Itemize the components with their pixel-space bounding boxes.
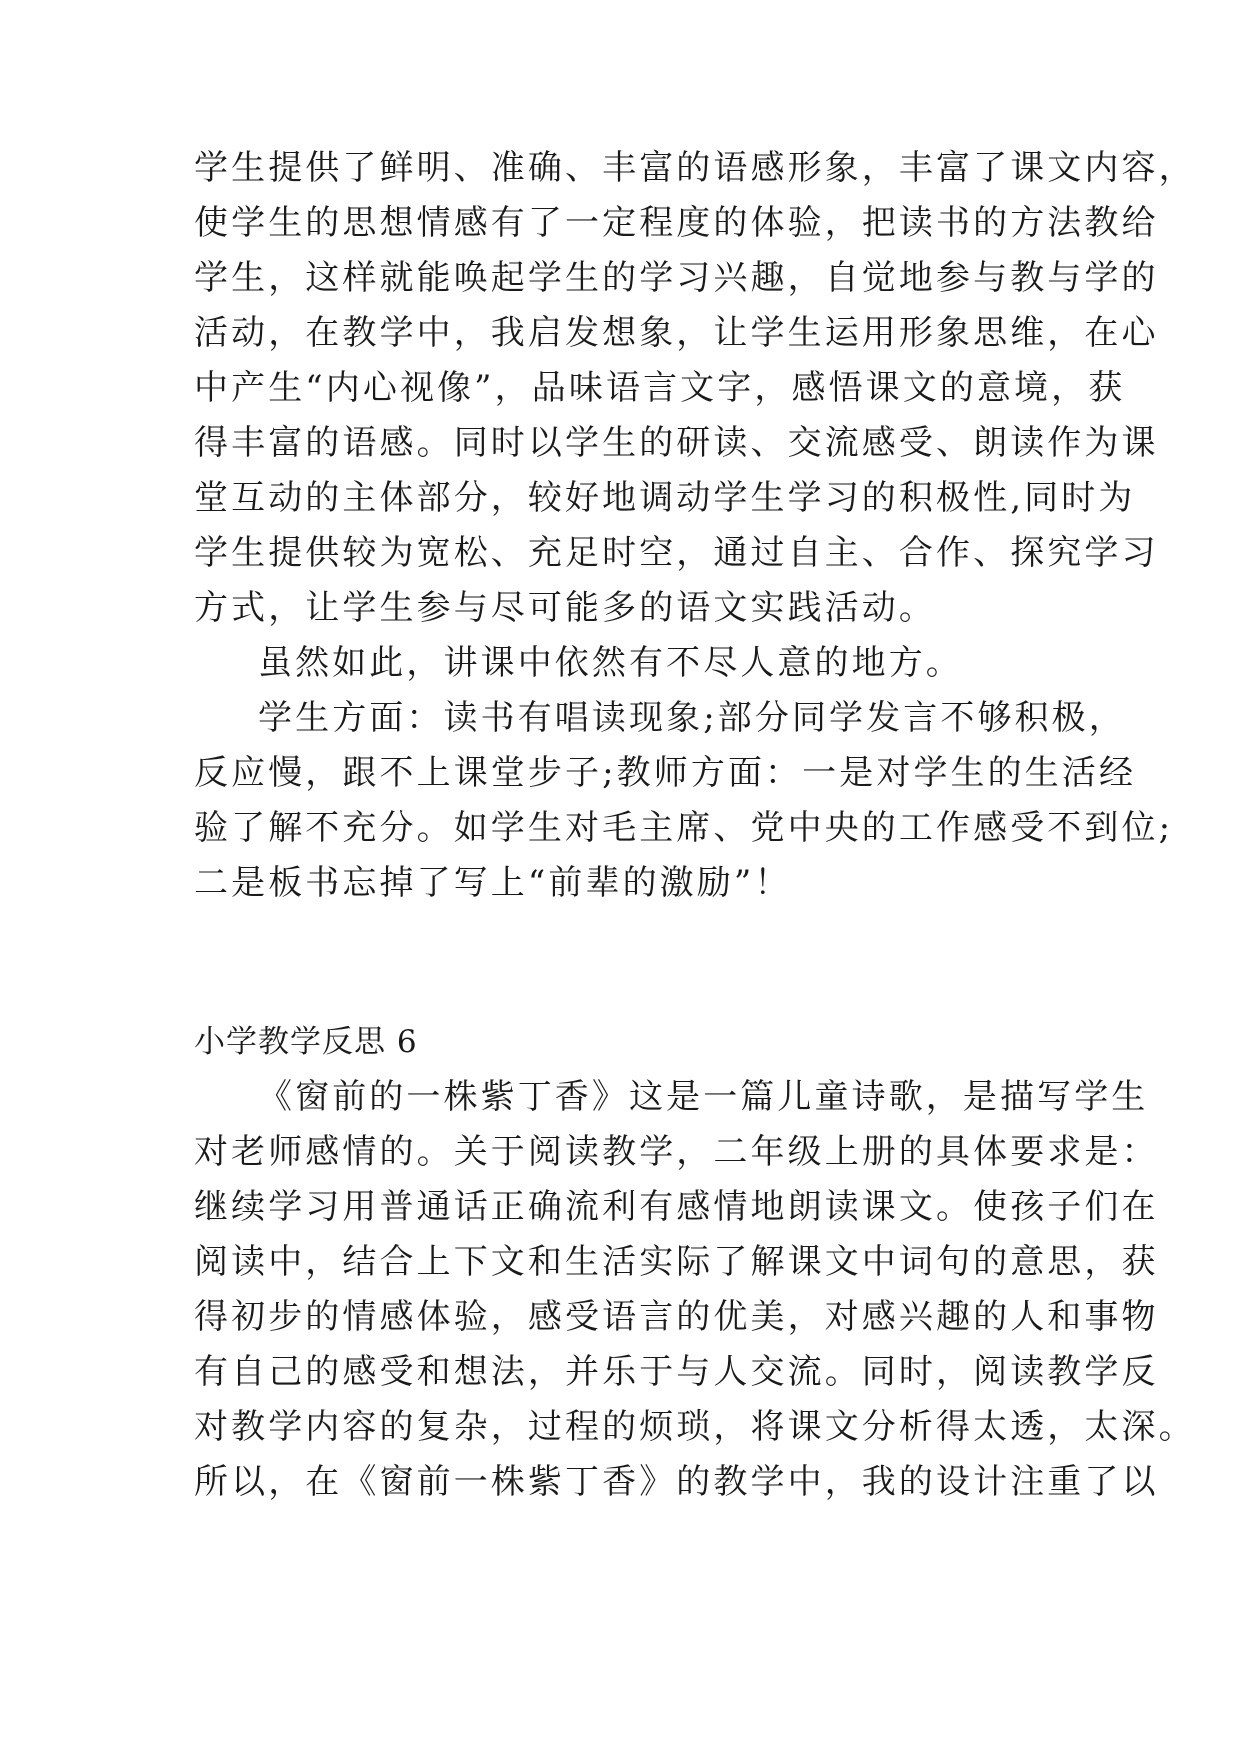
body-text-line: 虽然如此，讲课中依然有不尽人意的地方。 xyxy=(258,643,963,683)
body-text-line: 学生提供了鲜明、准确、丰富的语感形象，丰富了课文内容， xyxy=(194,148,1196,188)
body-text-line: 对教学内容的复杂，过程的烦琐，将课文分析得太透，太深。 xyxy=(194,1407,1196,1447)
body-text-line: 得初步的情感体验，感受语言的优美，对感兴趣的人和事物 xyxy=(194,1297,1159,1337)
body-text-line: 《窗前的一株紫丁香》这是一篇儿童诗歌，是描写学生 xyxy=(258,1077,1149,1117)
body-text-line: 堂互动的主体部分，较好地调动学生学习的积极性,同时为 xyxy=(194,478,1136,518)
body-text-line: 学生提供较为宽松、充足时空，通过自主、合作、探究学习 xyxy=(194,533,1159,573)
body-text-line: 有自己的感受和想法，并乐于与人交流。同时，阅读教学反 xyxy=(194,1352,1159,1392)
body-text-line: 继续学习用普通话正确流利有感情地朗读课文。使孩子们在 xyxy=(194,1187,1159,1227)
body-text-line: 活动，在教学中，我启发想象，让学生运用形象思维，在心 xyxy=(194,313,1159,353)
body-text-line: 对老师感情的。关于阅读教学，二年级上册的具体要求是： xyxy=(194,1132,1159,1172)
body-text-line: 得丰富的语感。同时以学生的研读、交流感受、朗读作为课 xyxy=(194,423,1159,463)
body-text-line: 所以，在《窗前一株紫丁香》的教学中，我的设计注重了以 xyxy=(194,1462,1159,1502)
body-text-line: 使学生的思想情感有了一定程度的体验，把读书的方法教给 xyxy=(194,203,1159,243)
body-text-line: 反应慢，跟不上课堂步子;教师方面：一是对学生的生活经 xyxy=(194,753,1137,793)
body-text-line: 学生方面：读书有唱读现象;部分同学发言不够积极， xyxy=(258,698,1126,738)
body-text-line: 方式，让学生参与尽可能多的语文实践活动。 xyxy=(194,588,936,628)
body-text-line: 二是板书忘掉了写上“前辈的激励”！ xyxy=(194,863,792,903)
body-text-line: 验了解不充分。如学生对毛主席、党中央的工作感受不到位; xyxy=(194,808,1174,848)
body-text-line: 阅读中，结合上下文和生活实际了解课文中词句的意思，获 xyxy=(194,1242,1159,1282)
body-text-line: 学生，这样就能唤起学生的学习兴趣，自觉地参与教与学的 xyxy=(194,258,1159,298)
body-text-line: 中产生“内心视像”，品味语言文字，感悟课文的意境，获 xyxy=(194,368,1126,408)
section-heading: 小学教学反思 6 xyxy=(194,1024,418,1060)
